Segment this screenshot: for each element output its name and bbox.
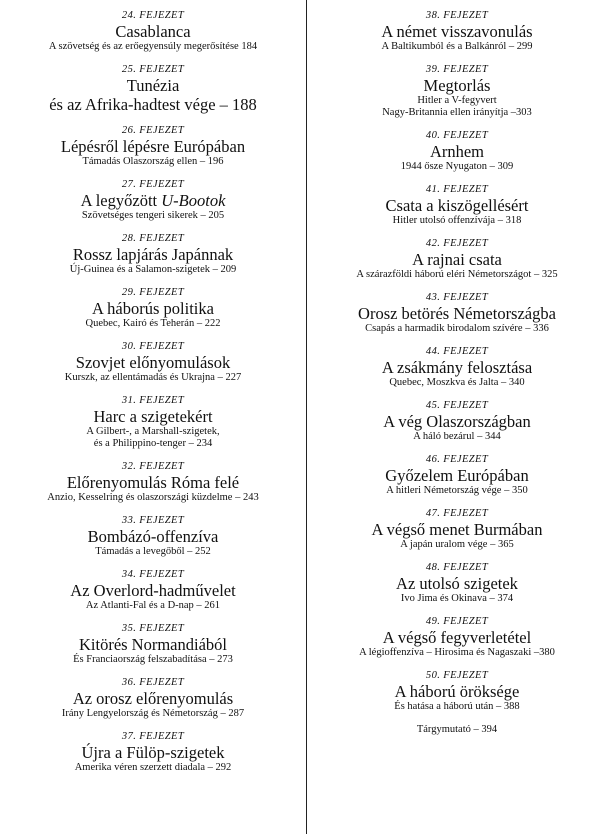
- chapter-title-text: A legyőzött: [80, 191, 162, 210]
- chapter-subtitle: A Baltikumból és a Balkánról – 299: [381, 41, 533, 52]
- chapter-title: [312, 628, 602, 647]
- chapter-title: [8, 245, 298, 264]
- chapter-number: 34. FEJEZET: [121, 569, 185, 580]
- chapter-subtitle: Amerika véren szerzett diadala – 292: [74, 762, 232, 773]
- chapter-title-text: Az utolsó szigetek: [396, 574, 518, 593]
- chapter-number: 39. FEJEZET: [425, 64, 489, 75]
- chapter-title-text: Arnhem: [429, 142, 485, 161]
- chapter-number: 47. FEJEZET: [425, 508, 489, 519]
- toc-entry: [8, 179, 298, 222]
- chapter-subtitle: Támadás a levegőből – 252: [95, 546, 211, 557]
- chapter-subtitle: És hatása a háború után – 388: [394, 701, 520, 712]
- chapter-number: 41. FEJEZET: [425, 184, 489, 195]
- chapter-title-text: A végső fegyverletétel: [382, 628, 532, 647]
- chapter-subtitle: Csapás a harmadik birodalom szívére – 336: [365, 323, 549, 334]
- chapter-number: 38. FEJEZET: [425, 10, 489, 21]
- chapter-title-text: A zsákmány felosztása: [381, 358, 533, 377]
- chapter-title-text: Újra a Fülöp-szigetek: [81, 743, 225, 762]
- chapter-title-text: Orosz betörés Németországba: [358, 304, 556, 323]
- chapter-title: [312, 412, 602, 431]
- chapter-title-text: Lépésről lépésre Európában: [60, 137, 246, 156]
- chapter-title: [8, 635, 298, 654]
- chapter-title: [8, 76, 298, 95]
- toc-entry: [312, 292, 602, 335]
- chapter-title: [8, 581, 298, 600]
- chapter-title-line2: és az Afrika-hadtest vége – 188: [49, 95, 257, 114]
- chapter-number: 40. FEJEZET: [425, 130, 489, 141]
- index-entry: Tárgymutató – 394: [416, 724, 498, 735]
- toc-entry: [312, 10, 602, 53]
- chapter-subtitle: A légioffenzíva – Hirosima és Nagaszaki –380: [359, 647, 555, 658]
- chapter-number: 43. FEJEZET: [425, 292, 489, 303]
- chapter-subtitle: és a Philippino-tenger – 234: [93, 438, 213, 449]
- toc-entry: [8, 461, 298, 504]
- chapter-subtitle: Az Atlanti-Fal és a D-nap – 261: [85, 600, 221, 611]
- chapter-title: [8, 137, 298, 156]
- chapter-subtitle: A Gilbert-, a Marshall-szigetek,: [86, 426, 220, 437]
- chapter-subtitle: Irány Lengyelország és Németország – 287: [61, 708, 245, 719]
- chapter-title: [8, 527, 298, 546]
- chapter-subtitle: És Franciaország felszabadítása – 273: [73, 654, 233, 665]
- chapter-title-text: A rajnai csata: [412, 250, 502, 269]
- chapter-subtitle: A japán uralom vége – 365: [400, 539, 514, 550]
- chapter-title-text: Casablanca: [115, 22, 191, 41]
- chapter-title: [312, 76, 602, 95]
- chapter-number: 28. FEJEZET: [121, 233, 185, 244]
- toc-entry: [312, 130, 602, 173]
- toc-entry: [8, 623, 298, 666]
- toc-entry: [8, 64, 298, 114]
- chapter-title: [312, 22, 602, 41]
- chapter-title: [8, 191, 298, 210]
- chapter-number: 30. FEJEZET: [121, 341, 185, 352]
- chapter-title-text: A végső menet Burmában: [371, 520, 543, 539]
- chapter-title: [312, 682, 602, 701]
- chapter-subtitle: A hitleri Németország vége – 350: [386, 485, 528, 496]
- chapter-title-text: Bombázó-offenzíva: [87, 527, 219, 546]
- chapter-title: [312, 574, 602, 593]
- chapter-title: [312, 520, 602, 539]
- chapter-subtitle: Szövetséges tengeri sikerek – 205: [81, 210, 225, 221]
- toc-entry: [312, 238, 602, 281]
- chapter-title-text: A német visszavonulás: [381, 22, 533, 41]
- toc-entry: [312, 508, 602, 551]
- toc-entry: [8, 731, 298, 774]
- chapter-title: [312, 466, 602, 485]
- chapter-number: 26. FEJEZET: [121, 125, 185, 136]
- chapter-number: 31. FEJEZET: [121, 395, 185, 406]
- toc-entry: [312, 616, 602, 659]
- toc-entry: [8, 125, 298, 168]
- toc-entry: [312, 454, 602, 497]
- chapter-number: 25. FEJEZET: [121, 64, 185, 75]
- toc-entry: [8, 677, 298, 720]
- chapter-subtitle: Hitler utolsó offenzívája – 318: [392, 215, 522, 226]
- chapter-title: [8, 22, 298, 41]
- chapter-number: 35. FEJEZET: [121, 623, 185, 634]
- toc-entry: [312, 346, 602, 389]
- toc-left-column: [8, 10, 298, 785]
- column-divider: [306, 0, 307, 834]
- toc-entry: [312, 670, 602, 713]
- toc-entry: [8, 515, 298, 558]
- chapter-number: 36. FEJEZET: [121, 677, 185, 688]
- chapter-title: [8, 407, 298, 426]
- chapter-title-italic: U-Bootok: [161, 191, 226, 210]
- chapter-title-text: Szovjet előnyomulások: [75, 353, 231, 372]
- chapter-subtitle: A háló bezárul – 344: [413, 431, 501, 442]
- chapter-number: 29. FEJEZET: [121, 287, 185, 298]
- chapter-number: 44. FEJEZET: [425, 346, 489, 357]
- chapter-title-text: Az Overlord-hadművelet: [70, 581, 236, 600]
- chapter-subtitle: Új-Guinea és a Salamon-szigetek – 209: [69, 264, 237, 275]
- chapter-subtitle: Quebec, Kairó és Teherán – 222: [85, 318, 221, 329]
- chapter-number: 24. FEJEZET: [121, 10, 185, 21]
- toc-entry: [8, 395, 298, 450]
- chapter-title-text: Kitörés Normandiából: [78, 635, 227, 654]
- toc-right-column: [312, 10, 602, 736]
- chapter-title: [312, 196, 602, 215]
- chapter-number: 42. FEJEZET: [425, 238, 489, 249]
- chapter-title-text: Csata a kiszögellésért: [385, 196, 529, 215]
- chapter-title-text: Harc a szigetekért: [93, 407, 213, 426]
- chapter-title: [8, 473, 298, 492]
- chapter-number: 37. FEJEZET: [121, 731, 185, 742]
- chapter-title-text: A háborús politika: [92, 299, 214, 318]
- chapter-title-text: Tunézia: [126, 76, 180, 95]
- chapter-title: [312, 250, 602, 269]
- chapter-number: 27. FEJEZET: [121, 179, 185, 190]
- chapter-title: [8, 299, 298, 318]
- chapter-number: 48. FEJEZET: [425, 562, 489, 573]
- chapter-title-text: Az orosz előrenyomulás: [72, 689, 234, 708]
- chapter-number: 46. FEJEZET: [425, 454, 489, 465]
- toc-entry: [8, 233, 298, 276]
- chapter-title: [312, 142, 602, 161]
- toc-entry: [8, 569, 298, 612]
- chapter-title-text: A háború öröksége: [394, 682, 520, 701]
- chapter-title: [8, 689, 298, 708]
- toc-entry: [312, 64, 602, 119]
- chapter-number: 50. FEJEZET: [425, 670, 489, 681]
- chapter-title: [8, 743, 298, 762]
- chapter-subtitle: Quebec, Moszkva és Jalta – 340: [389, 377, 525, 388]
- chapter-title: [312, 304, 602, 323]
- chapter-subtitle: A szövetség és az erőegyensúly megerősítése 184: [48, 41, 258, 52]
- chapter-subtitle: 1944 ősze Nyugaton – 309: [400, 161, 514, 172]
- chapter-title-text: Győzelem Európában: [385, 466, 529, 485]
- chapter-subtitle: Hitler a V-fegyvert: [417, 95, 497, 106]
- chapter-subtitle: Nagy-Britannia ellen irányítja –303: [382, 107, 532, 118]
- chapter-subtitle: Anzio, Kesselring és olaszországi küzdelme – 243: [47, 492, 259, 503]
- chapter-title-text: Előrenyomulás Róma felé: [66, 473, 240, 492]
- toc-entry: [312, 400, 602, 443]
- chapter-title: [312, 358, 602, 377]
- chapter-title-text: Rossz lapjárás Japánnak: [72, 245, 234, 264]
- chapter-number: 32. FEJEZET: [121, 461, 185, 472]
- chapter-number: 45. FEJEZET: [425, 400, 489, 411]
- chapter-subtitle: Ivo Jima és Okinava – 374: [400, 593, 514, 604]
- chapter-subtitle: Kurszk, az ellentámadás és Ukrajna – 227: [64, 372, 242, 383]
- chapter-number: 49. FEJEZET: [425, 616, 489, 627]
- toc-entry: [312, 184, 602, 227]
- chapter-title-text: A vég Olaszországban: [383, 412, 531, 431]
- toc-entry: [8, 287, 298, 330]
- chapter-number: 33. FEJEZET: [121, 515, 185, 526]
- toc-entry: [8, 341, 298, 384]
- chapter-title: [8, 353, 298, 372]
- toc-entry: [312, 562, 602, 605]
- chapter-subtitle: Támadás Olaszország ellen – 196: [82, 156, 224, 167]
- toc-entry: [8, 10, 298, 53]
- chapter-title-text: Megtorlás: [423, 76, 491, 95]
- chapter-subtitle: A szárazföldi háború eléri Németországot – 325: [356, 269, 558, 280]
